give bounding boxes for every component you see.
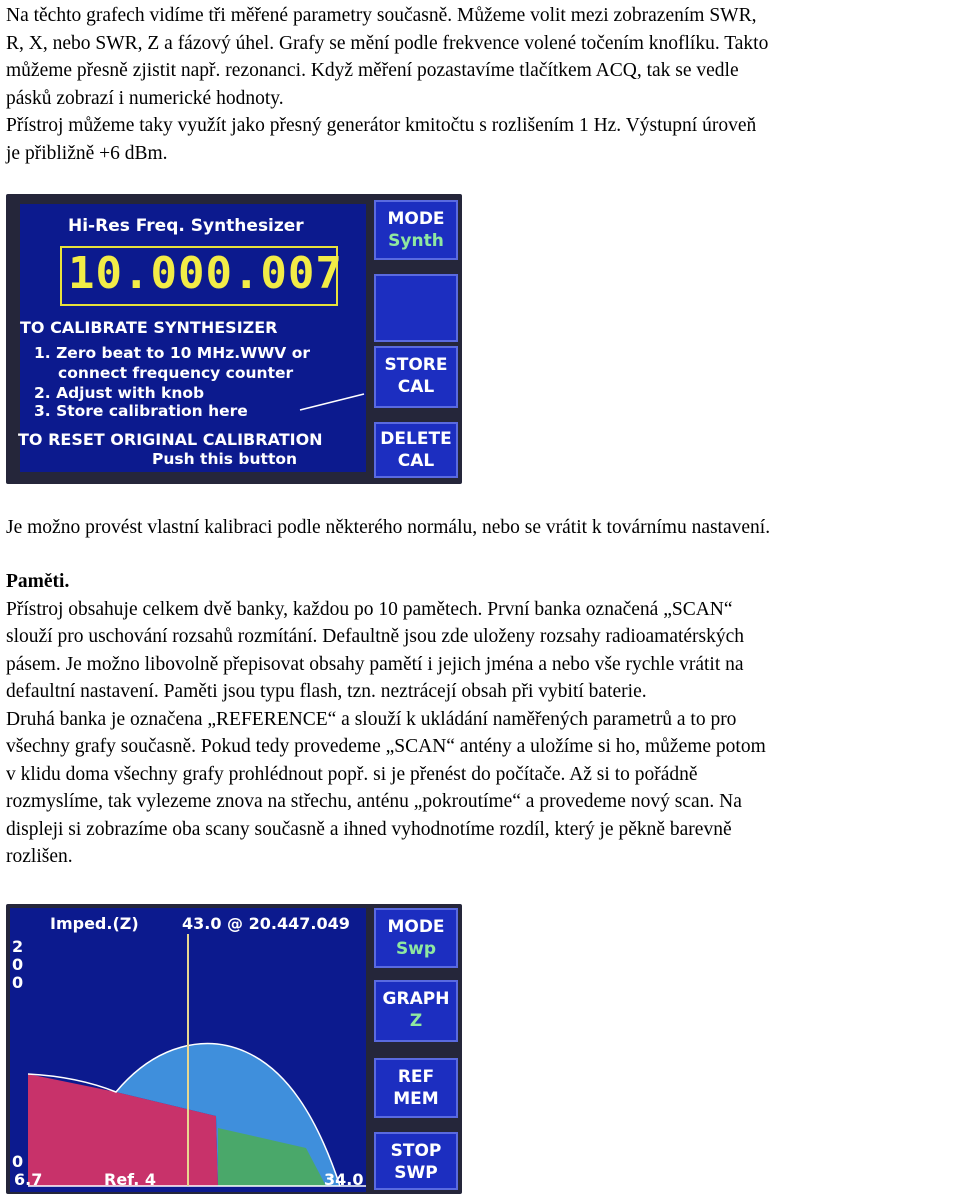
store-label: STORE (384, 355, 448, 375)
memory-line: v klidu doma všechny grafy prohlédnout popř. si je přenést do počítače. Až si to pořádně (6, 763, 698, 785)
blank-softkey[interactable] (374, 274, 458, 342)
memory-line: pásem. Je možno libovolně přepisovat obsahy pamětí i jejich jména a nebo vše rychle vrátit na (6, 653, 744, 675)
memory-line: defaultní nastavení. Paměti jsou typu flash, tzn. neztrácejí obsah při vybití baterie. (6, 681, 647, 702)
synthesizer-photo (6, 194, 462, 484)
memory-line: slouží pro uschování rozsahů rozmítání. Defaultně jsou zde uloženy rozsahy radioamatérských (6, 626, 745, 647)
calibrate-step: connect frequency counter (58, 364, 294, 382)
delete-value: CAL (397, 451, 435, 471)
intro-paragraph (6, 2, 956, 167)
memory-line: rozlišen. (6, 846, 73, 867)
pointer-line (298, 390, 368, 414)
y-scale-digit: 0 (12, 955, 24, 974)
y-scale-digit: 2 (12, 937, 24, 956)
mode-button[interactable] (374, 200, 458, 260)
stop-label: STOP (390, 1141, 442, 1161)
y-bottom-label: 0 (12, 1152, 24, 1171)
synth-title: Hi-Res Freq. Synthesizer (68, 216, 304, 236)
graph-value: Z (409, 1011, 423, 1031)
memory-line: Přístroj obsahuje celkem dvě banky, každou po 10 pamětech. První banka označená „SCAN“ (6, 598, 733, 620)
store-cal-button[interactable] (374, 346, 458, 408)
mode-label: MODE (387, 209, 445, 229)
mode-value: Synth (388, 231, 444, 251)
calibrate-step: 2. Adjust with knob (34, 384, 205, 402)
y-scale-digit: 0 (12, 973, 24, 992)
impedance-graph (6, 904, 372, 1194)
memory-heading: Paměti. (6, 571, 70, 592)
y-scale-label (12, 938, 23, 992)
ref-label: Ref. 4 (104, 1170, 157, 1189)
impedance-photo (6, 904, 462, 1194)
mode-label: MODE (387, 917, 445, 937)
intro-line: R, X, nebo SWR, Z a fázový úhel. Grafy se mění podle frekvence volené točením knoflíku. Takto (6, 32, 769, 54)
stop-swp-button[interactable] (374, 1132, 458, 1190)
store-value: CAL (397, 377, 435, 397)
memory-line: všechny grafy současně. Pokud tedy provedeme „SCAN“ antény a uložíme si ho, můžeme potom (6, 736, 766, 757)
graph-z-button[interactable] (374, 980, 458, 1042)
ref-value: MEM (393, 1089, 439, 1109)
calibrate-heading: TO CALIBRATE SYNTHESIZER (20, 318, 278, 337)
delete-label: DELETE (380, 429, 452, 449)
memory-line: rozmyslíme, tak vylezeme znova na střechu, anténu „pokroutíme“ a provedeme nový scan. Na (6, 791, 742, 812)
memory-line: Druhá banka je označena „REFERENCE“ a slouží k ukládání naměřených parametrů a to pro (6, 708, 737, 730)
memory-section (6, 568, 956, 871)
frequency-display: 10.000.007 (68, 248, 343, 299)
mode-value: Swp (395, 939, 437, 959)
ref-label: REF (397, 1067, 435, 1087)
intro-line: Přístroj můžeme taky využít jako přesný generátor kmitočtu s rozlišením 1 Hz. Výstupní úroveň (6, 115, 757, 136)
intro-line: Na těchto grafech vidíme tři měřené parametry současně. Můžeme volit mezi zobrazením SWR, (6, 5, 757, 26)
intro-line: je přibližně +6 dBm. (6, 142, 168, 164)
calibrate-step: 3. Store calibration here (34, 402, 248, 420)
graph-label: GRAPH (382, 989, 450, 1009)
ref-mem-button[interactable] (374, 1058, 458, 1118)
intro-line: pásků zobrazí i numerické hodnoty. (6, 87, 284, 109)
x-left-label: 6.7 (14, 1170, 43, 1189)
x-right-label: 34.0 (324, 1170, 364, 1189)
calibration-note-text: Je možno provést vlastní kalibraci podle některého normálu, nebo se vrátit k továrnímu nastavení. (6, 517, 771, 538)
memory-line: displeji si zobrazíme oba scany současně a ihned vyhodnotíme rozdíl, který je pěkně barevně (6, 818, 732, 840)
imped-title: Imped.(Z) (50, 914, 139, 933)
imped-readout: 43.0 @ 20.447.049 (182, 914, 350, 933)
calibration-note (6, 514, 956, 542)
reset-note: Push this button (152, 450, 298, 468)
intro-line: můžeme přesně zjistit např. rezonanci. Když měření pozastavíme tlačítkem ACQ, tak se vedle (6, 60, 739, 81)
calibrate-step: 1. Zero beat to 10 MHz.WWV or (34, 344, 310, 362)
mode-swp-button[interactable] (374, 908, 458, 968)
stop-value: SWP (394, 1163, 438, 1183)
delete-cal-button[interactable] (374, 422, 458, 478)
reset-heading: TO RESET ORIGINAL CALIBRATION (18, 430, 323, 449)
